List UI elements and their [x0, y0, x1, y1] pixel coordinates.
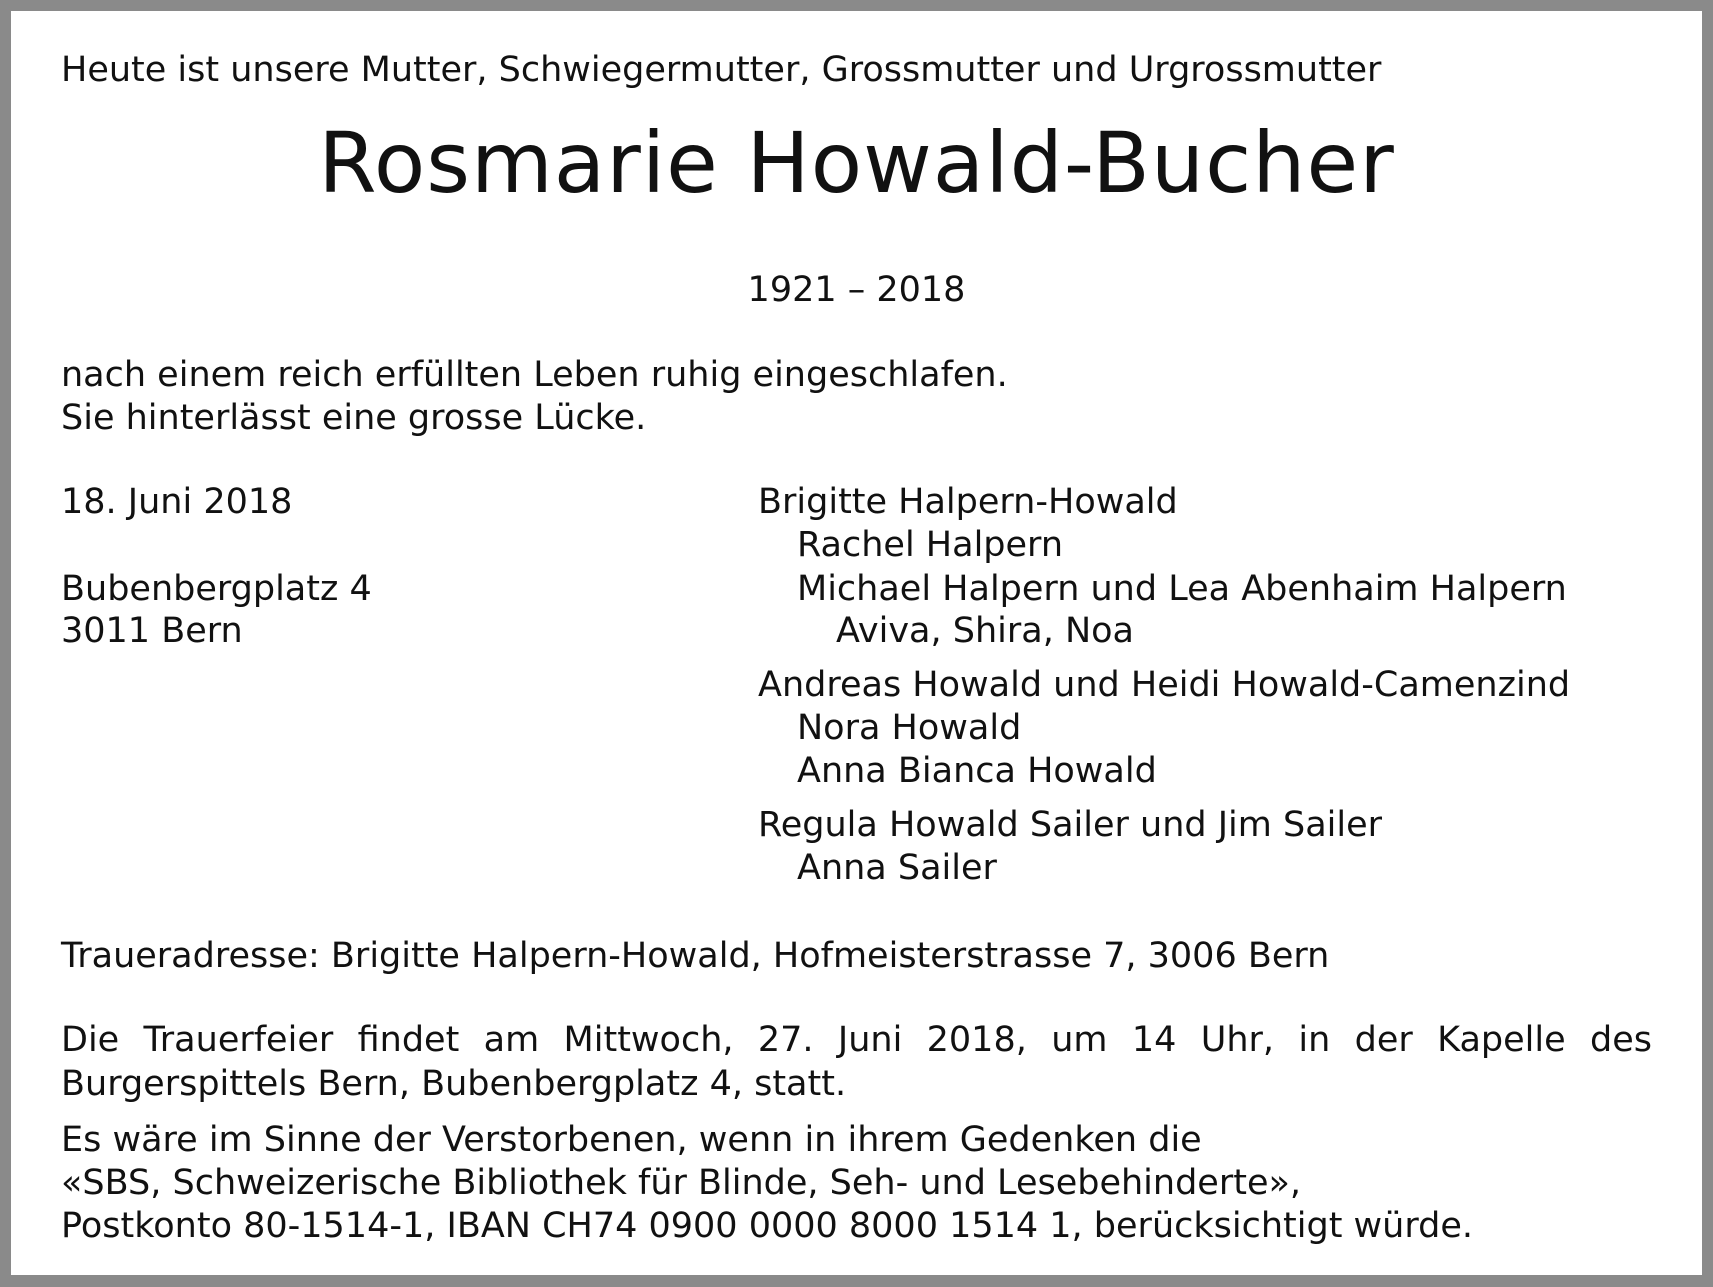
relative-entry: Aviva, Shira, Noa	[836, 611, 1134, 651]
address-street: Bubenbergplatz 4	[61, 569, 372, 609]
message-line-2: Sie hinterlässt eine grosse Lücke.	[61, 398, 647, 438]
relative-entry: Anna Bianca Howald	[797, 751, 1157, 791]
relative-entry: Andreas Howald und Heidi Howald-Camenzind	[758, 665, 1571, 705]
ceremony-paragraph: Die Trauerfeier findet am Mittwoch, 27. Juni 2018, um 14 Uhr, in der Kapelle des Burgerspittels Bern, Bubenbergplatz 4, statt.	[61, 1020, 1652, 1104]
deceased-name: Rosmarie Howald-Bucher	[318, 114, 1395, 212]
relative-entry: Nora Howald	[797, 708, 1022, 748]
donation-line-1: Es wäre im Sinne der Verstorbenen, wenn in ihrem Gedenken die	[61, 1120, 1202, 1160]
donation-line-2: «SBS, Schweizerische Bibliothek für Blinde, Seh- und Lesebehinderte»,	[61, 1163, 1302, 1203]
relative-entry: Brigitte Halpern-Howald	[758, 482, 1178, 522]
relative-entry: Michael Halpern und Lea Abenhaim Halpern	[797, 569, 1567, 609]
relative-entry: Regula Howald Sailer und Jim Sailer	[758, 805, 1383, 845]
intro-text: Heute ist unsere Mutter, Schwiegermutter, Grossmutter und Urgrossmutter	[61, 50, 1382, 90]
donation-line-3: Postkonto 80-1514-1, IBAN CH74 0900 0000 8000 1514 1, berücksichtigt würde.	[61, 1206, 1473, 1246]
relative-entry: Rachel Halpern	[797, 525, 1064, 565]
mourning-address: Traueradresse: Brigitte Halpern-Howald, Hofmeisterstrasse 7, 3006 Bern	[61, 936, 1330, 976]
obituary-notice	[11, 11, 1702, 1275]
notice-date: 18. Juni 2018	[61, 482, 293, 522]
life-years: 1921 – 2018	[747, 270, 966, 310]
address-city: 3011 Bern	[61, 611, 243, 651]
relative-entry: Anna Sailer	[797, 848, 997, 888]
message-line-1: nach einem reich erfüllten Leben ruhig eingeschlafen.	[61, 355, 1008, 395]
